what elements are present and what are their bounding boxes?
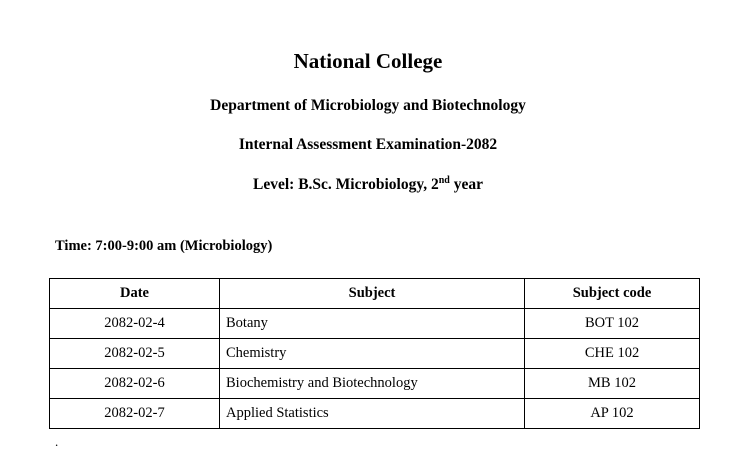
exam-schedule-table-wrapper [0,255,736,429]
cell-date: 2082-02-5 [50,339,220,369]
cell-date: 2082-02-7 [50,399,220,429]
cell-subject: Chemistry [220,339,525,369]
cell-date: 2082-02-6 [50,369,220,399]
column-header-subject-code: Subject code [525,279,700,309]
exam-schedule-table [49,278,700,429]
cell-subject-code: MB 102 [525,369,700,399]
cell-subject-code: AP 102 [525,399,700,429]
level-suffix: year [449,176,483,194]
level-line [0,153,736,193]
page-title: National College [293,49,443,73]
table-header-row [50,279,700,309]
cell-subject: Biochemistry and Biotechnology [220,369,525,399]
exam-subtitle: Internal Assessment Examination-2082 [238,136,498,154]
cell-subject-code: BOT 102 [525,309,700,339]
table-row [50,369,700,399]
table-row [50,339,700,369]
cell-subject: Applied Statistics [220,399,525,429]
column-header-subject: Subject [220,279,525,309]
document-header [0,0,736,193]
cell-date: 2082-02-4 [50,309,220,339]
table-row [50,399,700,429]
column-header-date: Date [50,279,220,309]
time-line: Time: 7:00-9:00 am (Microbiology) [55,238,273,255]
level-ordinal-suffix: nd [438,175,450,187]
table-row [50,309,700,339]
cell-subject-code: CHE 102 [525,339,700,369]
trailing-mark: . [55,434,59,450]
level-prefix: Level: B.Sc. Microbiology, 2 [253,176,439,194]
department-subtitle: Department of Microbiology and Biotechnology [210,97,526,115]
cell-subject: Botany [220,309,525,339]
